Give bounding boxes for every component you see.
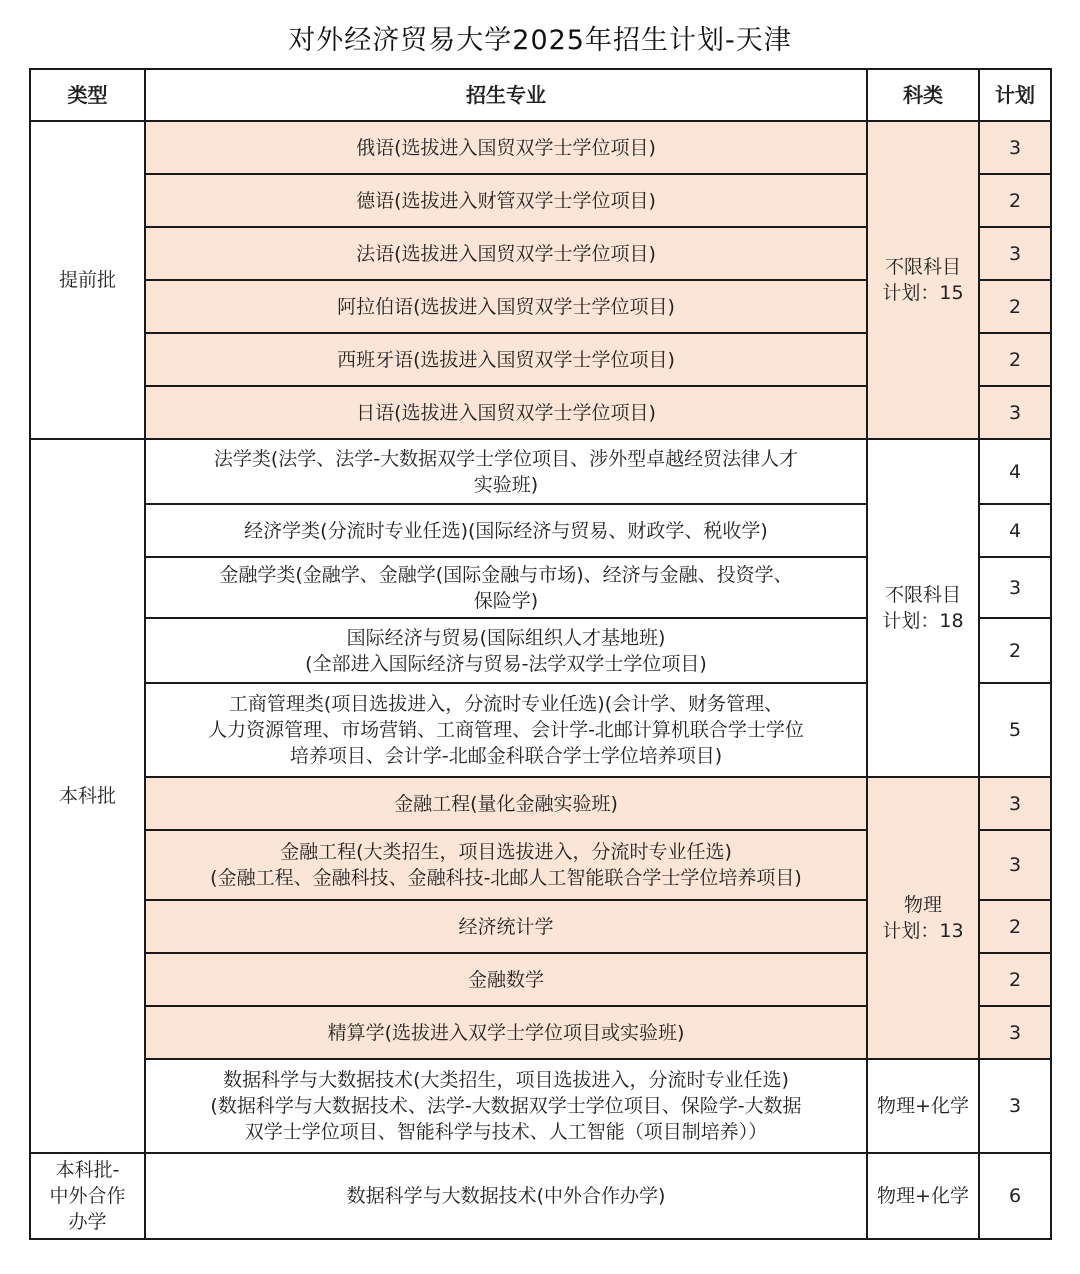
plan-cell: 3 [979, 227, 1051, 280]
page-title: 对外经济贸易大学2025年招生计划-天津 [288, 25, 792, 56]
plan-cell: 3 [979, 830, 1051, 900]
group-early: 提前批 [30, 121, 145, 439]
major-cell: 经济统计学 [145, 900, 867, 953]
table-row [30, 777, 1051, 830]
plan-cell: 2 [979, 333, 1051, 386]
plan-cell: 5 [979, 683, 1051, 777]
major-cell: 数据科学与大数据技术(大类招生，项目选拔进入，分流时专业任选) (数据科学与大数据技术、法学-大数据双学士学位项目、保险学-大数据 双学士学位项目、智能科学与技术、人工智能（项目制培养）） [145, 1059, 867, 1153]
table-row [30, 1153, 1051, 1239]
major-cell: 俄语(选拔进入国贸双学士学位项目) [145, 121, 867, 174]
group-coop: 本科批- 中外合作 办学 [30, 1153, 145, 1239]
subject-cell: 不限科目 计划：15 [867, 121, 979, 439]
plan-cell: 6 [979, 1153, 1051, 1239]
plan-cell: 2 [979, 280, 1051, 333]
major-cell: 金融工程(大类招生，项目选拔进入，分流时专业任选) (金融工程、金融科技、金融科技-北邮人工智能联合学士学位培养项目) [145, 830, 867, 900]
plan-cell: 3 [979, 121, 1051, 174]
plan-cell: 3 [979, 386, 1051, 439]
plan-cell: 4 [979, 504, 1051, 557]
major-cell: 法学类(法学、法学-大数据双学士学位项目、涉外型卓越经贸法律人才 实验班) [145, 439, 867, 504]
major-cell: 阿拉伯语(选拔进入国贸双学士学位项目) [145, 280, 867, 333]
major-cell: 数据科学与大数据技术(中外合作办学) [145, 1153, 867, 1239]
major-cell: 西班牙语(选拔进入国贸双学士学位项目) [145, 333, 867, 386]
header-type: 类型 [30, 69, 145, 121]
major-cell: 经济学类(分流时专业任选)(国际经济与贸易、财政学、税收学) [145, 504, 867, 557]
plan-cell: 4 [979, 439, 1051, 504]
plan-cell: 2 [979, 618, 1051, 683]
plan-cell: 3 [979, 557, 1051, 618]
major-cell: 金融工程(量化金融实验班) [145, 777, 867, 830]
major-cell: 日语(选拔进入国贸双学士学位项目) [145, 386, 867, 439]
header-major: 招生专业 [145, 69, 867, 121]
subject-cell: 物理+化学 [867, 1059, 979, 1153]
plan-cell: 2 [979, 953, 1051, 1006]
admission-plan-table [29, 68, 1052, 1240]
subject-cell: 不限科目 计划：18 [867, 439, 979, 777]
major-cell: 金融学类(金融学、金融学(国际金融与市场)、经济与金融、投资学、 保险学) [145, 557, 867, 618]
table-row [30, 121, 1051, 174]
group-regular: 本科批 [30, 439, 145, 1153]
plan-cell: 2 [979, 174, 1051, 227]
major-cell: 精算学(选拔进入双学士学位项目或实验班) [145, 1006, 867, 1059]
major-cell: 工商管理类(项目选拔进入，分流时专业任选)(会计学、财务管理、 人力资源管理、市场营销、工商管理、会计学-北邮计算机联合学士学位 培养项目、会计学-北邮金科联合学士学位培养项目) [145, 683, 867, 777]
plan-cell: 3 [979, 777, 1051, 830]
header-subject: 科类 [867, 69, 979, 121]
major-cell: 金融数学 [145, 953, 867, 1006]
table-row [30, 439, 1051, 504]
major-cell: 德语(选拔进入财管双学士学位项目) [145, 174, 867, 227]
major-cell: 国际经济与贸易(国际组织人才基地班) (全部进入国际经济与贸易-法学双学士学位项目) [145, 618, 867, 683]
plan-cell: 3 [979, 1006, 1051, 1059]
plan-cell: 2 [979, 900, 1051, 953]
table-row [30, 1059, 1051, 1153]
header-plan: 计划 [979, 69, 1051, 121]
subject-cell: 物理 计划：13 [867, 777, 979, 1059]
header-row [30, 69, 1051, 121]
major-cell: 法语(选拔进入国贸双学士学位项目) [145, 227, 867, 280]
plan-cell: 3 [979, 1059, 1051, 1153]
subject-cell: 物理+化学 [867, 1153, 979, 1239]
